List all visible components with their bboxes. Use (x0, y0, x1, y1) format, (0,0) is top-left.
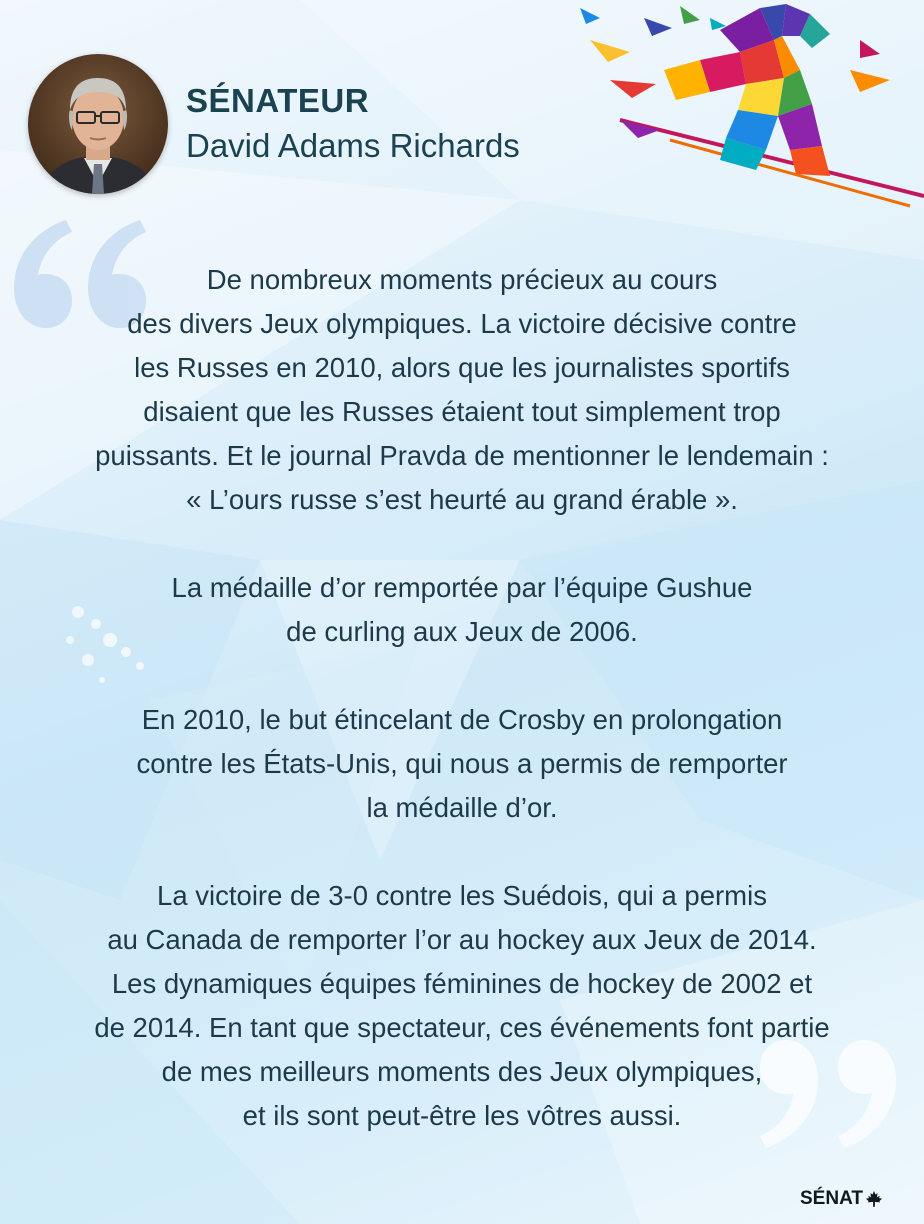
polygon-skier-illustration-icon (560, 0, 924, 210)
quote-line: Les dynamiques équipes féminines de hockey de 2002 et (111, 968, 813, 999)
quote-line: de curling aux Jeux de 2006. (286, 616, 638, 647)
quote-line: De nombreux moments précieux au cours (206, 264, 718, 295)
quote-line: disaient que les Russes étaient tout simplement trop (143, 396, 781, 427)
quote-line: contre les États-Unis, qui nous a permis de remporter (136, 748, 788, 779)
avatar (28, 54, 168, 194)
quote-line: puissants. Et le journal Pravda de mentionner le lendemain : (95, 440, 829, 471)
quote-body (20, 258, 904, 1138)
quote-line: « L’ours russe s’est heurté au grand érable ». (186, 484, 738, 515)
maple-leaf-icon (865, 1190, 883, 1208)
senator-name: David Adams Richards (186, 127, 520, 164)
quote-line: et ils sont peut-être les vôtres aussi. (242, 1100, 682, 1131)
senate-logo (800, 1188, 883, 1210)
quote-line: En 2010, le but étincelant de Crosby en prolongation (141, 704, 783, 735)
quote-line: La médaille d’or remportée par l’équipe Gushue (171, 572, 753, 603)
quote-line: des divers Jeux olympiques. La victoire décisive contre (127, 308, 797, 339)
quote-paragraph (20, 258, 904, 522)
quote-line: les Russes en 2010, alors que les journalistes sportifs (134, 352, 790, 383)
quote-line: de mes meilleurs moments des Jeux olympiques, (161, 1056, 763, 1087)
quote-line: la médaille d’or. (366, 792, 558, 823)
quote-line: au Canada de remporter l’or au hockey aux Jeux de 2014. (107, 924, 817, 955)
quote-paragraph (20, 874, 904, 1138)
quote-line: de 2014. En tant que spectateur, ces événements font partie (94, 1012, 830, 1043)
brand-text: SÉNAT (800, 1188, 863, 1209)
quote-paragraph (20, 566, 904, 654)
header-title: SÉNATEUR (186, 82, 370, 119)
quote-line: La victoire de 3-0 contre les Suédois, qui a permis (157, 880, 767, 911)
senator-portrait-icon (28, 54, 168, 194)
quote-paragraph (20, 698, 904, 830)
